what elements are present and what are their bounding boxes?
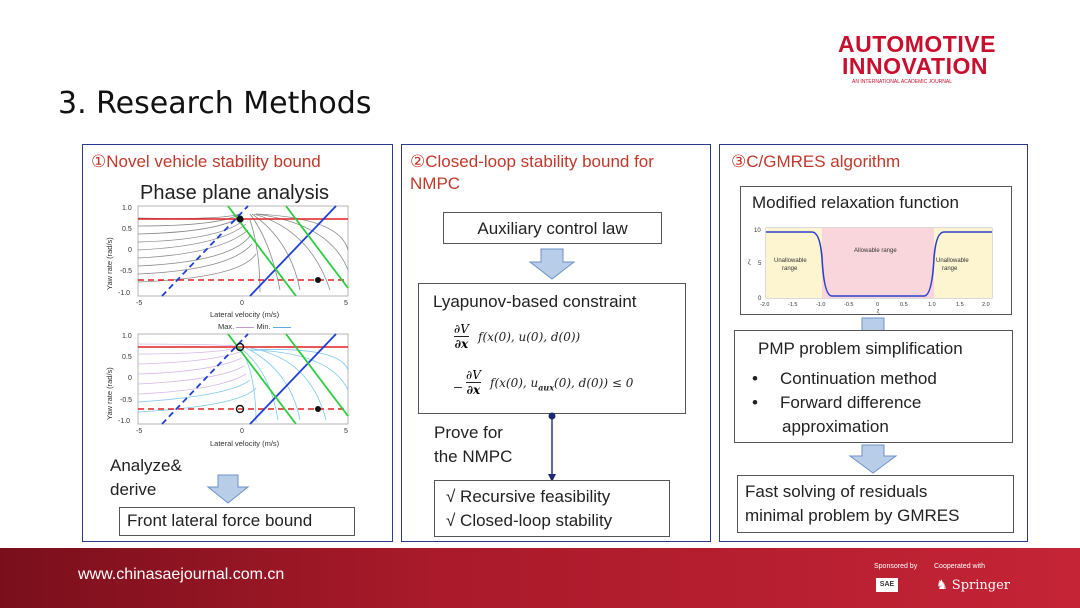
svg-text:10: 10 (754, 228, 761, 234)
logo-line-2: INNOVATION (842, 53, 988, 79)
svg-text:ζ: ζ (748, 260, 751, 266)
page-title: 3. Research Methods (58, 86, 372, 121)
svg-text:-0.5: -0.5 (120, 397, 133, 404)
svg-text:-1.0: -1.0 (816, 302, 826, 308)
svg-text:0: 0 (128, 247, 132, 254)
svg-text:Lateral velocity (m/s): Lateral velocity (m/s) (210, 310, 280, 319)
bullet-continuation: • Continuation method (752, 369, 937, 388)
svg-text:0.5: 0.5 (122, 354, 132, 361)
prove-label-1: Prove for (434, 423, 503, 442)
panel2-title-line1: ②Closed-loop stability bound for (410, 152, 654, 171)
svg-text:-5: -5 (136, 300, 143, 307)
springer-horse-icon: ♞ (936, 578, 948, 593)
svg-text:-0.5: -0.5 (120, 268, 133, 275)
analyze-label-2: derive (110, 480, 157, 499)
sponsored-label: Sponsored by (874, 563, 918, 570)
connector-arrow (544, 412, 560, 484)
equation-2-fraction: ∂V ∂x (466, 368, 481, 397)
svg-text:-0.5: -0.5 (844, 302, 854, 308)
gmres-result-line2: minimal problem by GMRES (745, 506, 960, 525)
front-lateral-force-box: Front lateral force bound (119, 507, 355, 536)
panel2-title-line2: NMPC (410, 174, 461, 193)
plot-legend: Max. Min. (218, 322, 291, 331)
journal-url-link[interactable]: www.chinasaejournal.com.cn (78, 566, 285, 583)
equation-2-sign: – (454, 378, 462, 394)
svg-text:-1.0: -1.0 (118, 418, 131, 425)
panel1-title: ①Novel vehicle stability bound (91, 152, 321, 171)
svg-text:-1.0: -1.0 (118, 290, 131, 297)
equation-1-body: f(x(0), u(0), d(0)) (478, 330, 581, 344)
result-recursive-feasibility: √ Recursive feasibility (446, 487, 611, 506)
down-arrow-icon (206, 474, 250, 504)
equation-2-body: f(x(0), $u_{aux}(0)$, d(0)) ≤ 0 (490, 376, 634, 393)
logo-tagline: AN INTERNATIONAL ACADEMIC JOURNAL (852, 79, 953, 85)
svg-text:5: 5 (758, 261, 762, 267)
svg-text:-5: -5 (136, 428, 143, 435)
svg-text:0: 0 (240, 428, 244, 435)
svg-text:0: 0 (876, 302, 880, 308)
cooperated-label: Cooperated with (934, 563, 985, 570)
sae-logo: SAE (876, 578, 898, 592)
analyze-label-1: Analyze& (110, 456, 182, 475)
svg-text:-1.5: -1.5 (788, 302, 798, 308)
svg-text:5: 5 (344, 300, 348, 307)
equilibrium-point (237, 216, 244, 223)
auxiliary-control-box: Auxiliary control law (443, 212, 662, 244)
svg-text:Lateral velocity (m/s): Lateral velocity (m/s) (210, 439, 280, 448)
equation-1-fraction: ∂V ∂x (454, 322, 469, 351)
gmres-result-line1: Fast solving of residuals (745, 482, 928, 501)
svg-text:0.5: 0.5 (900, 302, 908, 308)
svg-text:0: 0 (128, 375, 132, 382)
svg-text:1.5: 1.5 (956, 302, 964, 308)
svg-text:5: 5 (344, 428, 348, 435)
svg-text:Allowable range: Allowable range (854, 248, 897, 254)
result-closed-loop-stability: √ Closed-loop stability (446, 511, 613, 530)
bullet-forward-difference-line2: approximation (782, 417, 889, 436)
bullet-forward-difference: • Forward difference (752, 393, 922, 412)
relaxation-plot (744, 218, 1008, 314)
pmp-title: PMP problem simplification (758, 339, 963, 358)
equilibrium-point-3 (315, 406, 321, 412)
prove-label-2: the NMPC (434, 447, 513, 466)
svg-text:Unallowable: Unallowable (936, 258, 969, 264)
relaxation-title: Modified relaxation function (752, 193, 959, 212)
down-arrow-icon (848, 444, 898, 474)
logo-line-1: AUTOMOTIVE (838, 31, 996, 57)
svg-text:ξ: ξ (877, 309, 880, 314)
svg-text:0.5: 0.5 (122, 226, 132, 233)
springer-logo: ♞ Springer (936, 578, 1010, 593)
phase-plane-title: Phase plane analysis (140, 182, 330, 204)
svg-text:0: 0 (240, 300, 244, 307)
panel3-title: ③C/GMRES algorithm (731, 152, 901, 171)
lyapunov-title: Lyapunov-based constraint (433, 292, 637, 311)
svg-text:1.0: 1.0 (928, 302, 936, 308)
svg-text:Unallowable: Unallowable (774, 258, 807, 264)
equilibrium-point-2 (315, 277, 321, 283)
phase-plane-plot-top (100, 200, 360, 322)
svg-text:range: range (782, 266, 798, 272)
svg-text:1.0: 1.0 (122, 333, 132, 340)
svg-text:1.0: 1.0 (122, 205, 132, 212)
svg-text:-2.0: -2.0 (760, 302, 770, 308)
svg-text:range: range (942, 266, 958, 272)
svg-text:Yaw rate (rad/s): Yaw rate (rad/s) (105, 237, 114, 290)
down-arrow-icon (528, 248, 576, 280)
svg-text:0: 0 (758, 296, 762, 302)
phase-plane-plot-bottom (100, 330, 360, 452)
svg-text:2.0: 2.0 (982, 302, 990, 308)
svg-text:Yaw rate (rad/s): Yaw rate (rad/s) (105, 367, 114, 420)
